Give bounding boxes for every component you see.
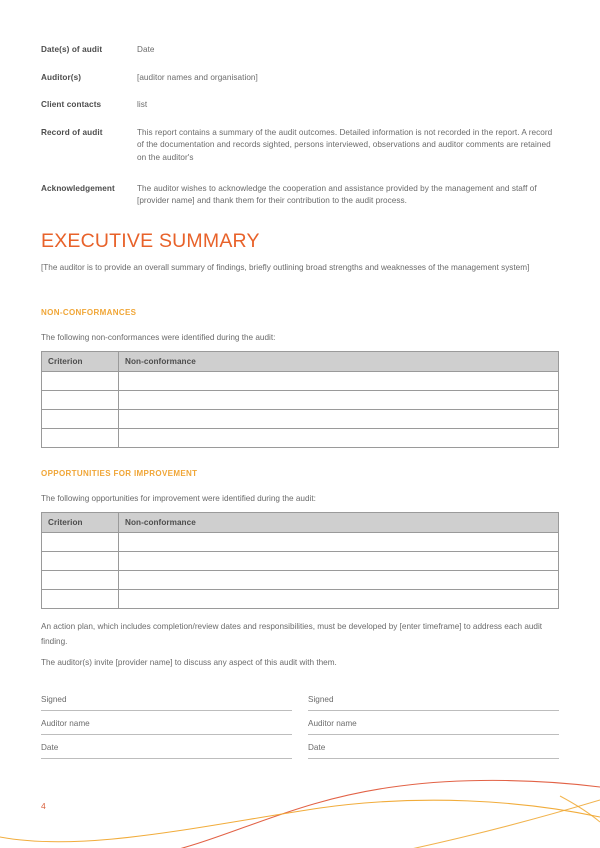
meta-row-client-contacts bbox=[41, 99, 559, 112]
non-conformances-lead-text: The following non-conformances were identified during the audit: bbox=[41, 333, 276, 342]
section-heading-opportunities: OPPORTUNITIES FOR IMPROVEMENT bbox=[41, 469, 198, 478]
column-header-criterion: Criterion bbox=[42, 352, 119, 372]
table-row bbox=[42, 372, 559, 391]
cell-criterion[interactable] bbox=[42, 533, 119, 552]
meta-row-acknowledgement bbox=[41, 183, 559, 208]
cell-criterion[interactable] bbox=[42, 391, 119, 410]
signature-field-date-right[interactable]: Date bbox=[308, 742, 559, 759]
meta-row-auditors bbox=[41, 72, 559, 85]
column-header-non-conformance: Non-conformance bbox=[119, 513, 559, 533]
table-row bbox=[42, 410, 559, 429]
table-row bbox=[42, 391, 559, 410]
cell-criterion[interactable] bbox=[42, 571, 119, 590]
table-row bbox=[42, 533, 559, 552]
cell-criterion[interactable] bbox=[42, 372, 119, 391]
cell-criterion[interactable] bbox=[42, 410, 119, 429]
table-header-row bbox=[42, 513, 559, 533]
meta-label: Client contacts bbox=[41, 100, 102, 110]
signature-field-signed-right[interactable]: Signed bbox=[308, 694, 559, 711]
signature-row-signed bbox=[41, 694, 559, 711]
table-header-row bbox=[42, 352, 559, 372]
opportunities-lead-text: The following opportunities for improvement were identified during the audit: bbox=[41, 494, 316, 503]
signature-field-auditor-name-right[interactable]: Auditor name bbox=[308, 718, 559, 735]
column-header-non-conformance: Non-conformance bbox=[119, 352, 559, 372]
meta-value: list bbox=[137, 100, 148, 110]
table-head bbox=[42, 352, 559, 372]
action-plan-paragraph: An action plan, which includes completion/review dates and responsibilities, must be developed by [enter timeframe] to address each audit finding. bbox=[41, 622, 543, 646]
section-heading-non-conformances: NON-CONFORMANCES bbox=[41, 308, 137, 317]
audit-meta-block bbox=[41, 44, 559, 223]
cell-non-conformance[interactable] bbox=[119, 533, 559, 552]
meta-label: Date(s) of audit bbox=[41, 45, 103, 54]
signature-field-auditor-name-left[interactable]: Auditor name bbox=[41, 718, 292, 735]
signature-field-signed-left[interactable]: Signed bbox=[41, 694, 292, 711]
column-header-criterion: Criterion bbox=[42, 513, 119, 533]
meta-label: Acknowledgement bbox=[41, 183, 115, 193]
invitation-paragraph: The auditor(s) invite [provider name] to discuss any aspect of this audit with them. bbox=[41, 658, 337, 667]
page-title: EXECUTIVE SUMMARY bbox=[41, 230, 260, 252]
meta-value: This report contains a summary of the audit outcomes. Detailed information is not recorded in the report. A record of the documentation and records sighted, persons interviewed, observations and auditor comments are retained on the auditor's bbox=[137, 127, 553, 162]
signature-block bbox=[41, 694, 559, 766]
meta-value: The auditor wishes to acknowledge the cooperation and assistance provided by the management and staff of [provider name] and thank them for their contribution to the audit process. bbox=[137, 183, 537, 206]
non-conformances-table bbox=[41, 351, 559, 448]
table-row bbox=[42, 590, 559, 609]
cell-non-conformance[interactable] bbox=[119, 372, 559, 391]
cell-non-conformance[interactable] bbox=[119, 552, 559, 571]
cell-criterion[interactable] bbox=[42, 590, 119, 609]
cell-non-conformance[interactable] bbox=[119, 590, 559, 609]
table-row bbox=[42, 429, 559, 448]
table-head bbox=[42, 513, 559, 533]
meta-row-record-of-audit bbox=[41, 127, 559, 165]
table-row bbox=[42, 571, 559, 590]
page-number: 4 bbox=[41, 801, 46, 811]
cell-non-conformance[interactable] bbox=[119, 571, 559, 590]
signature-row-auditor-name bbox=[41, 718, 559, 735]
cell-non-conformance[interactable] bbox=[119, 391, 559, 410]
footer-decoration-curves bbox=[0, 770, 600, 848]
meta-label: Record of audit bbox=[41, 127, 103, 137]
table-body bbox=[42, 533, 559, 609]
opportunities-table bbox=[41, 512, 559, 609]
cell-criterion[interactable] bbox=[42, 552, 119, 571]
meta-value: [auditor names and organisation] bbox=[137, 72, 258, 82]
meta-row-date-of-audit bbox=[41, 44, 559, 57]
table-body bbox=[42, 372, 559, 448]
meta-value: Date bbox=[137, 45, 155, 54]
cell-non-conformance[interactable] bbox=[119, 410, 559, 429]
executive-summary-intro: [The auditor is to provide an overall summary of findings, briefly outlining broad strengths and weaknesses of the management system] bbox=[41, 263, 530, 272]
table-row bbox=[42, 552, 559, 571]
meta-label: Auditor(s) bbox=[41, 72, 82, 82]
signature-field-date-left[interactable]: Date bbox=[41, 742, 292, 759]
cell-non-conformance[interactable] bbox=[119, 429, 559, 448]
cell-criterion[interactable] bbox=[42, 429, 119, 448]
signature-row-date bbox=[41, 742, 559, 759]
